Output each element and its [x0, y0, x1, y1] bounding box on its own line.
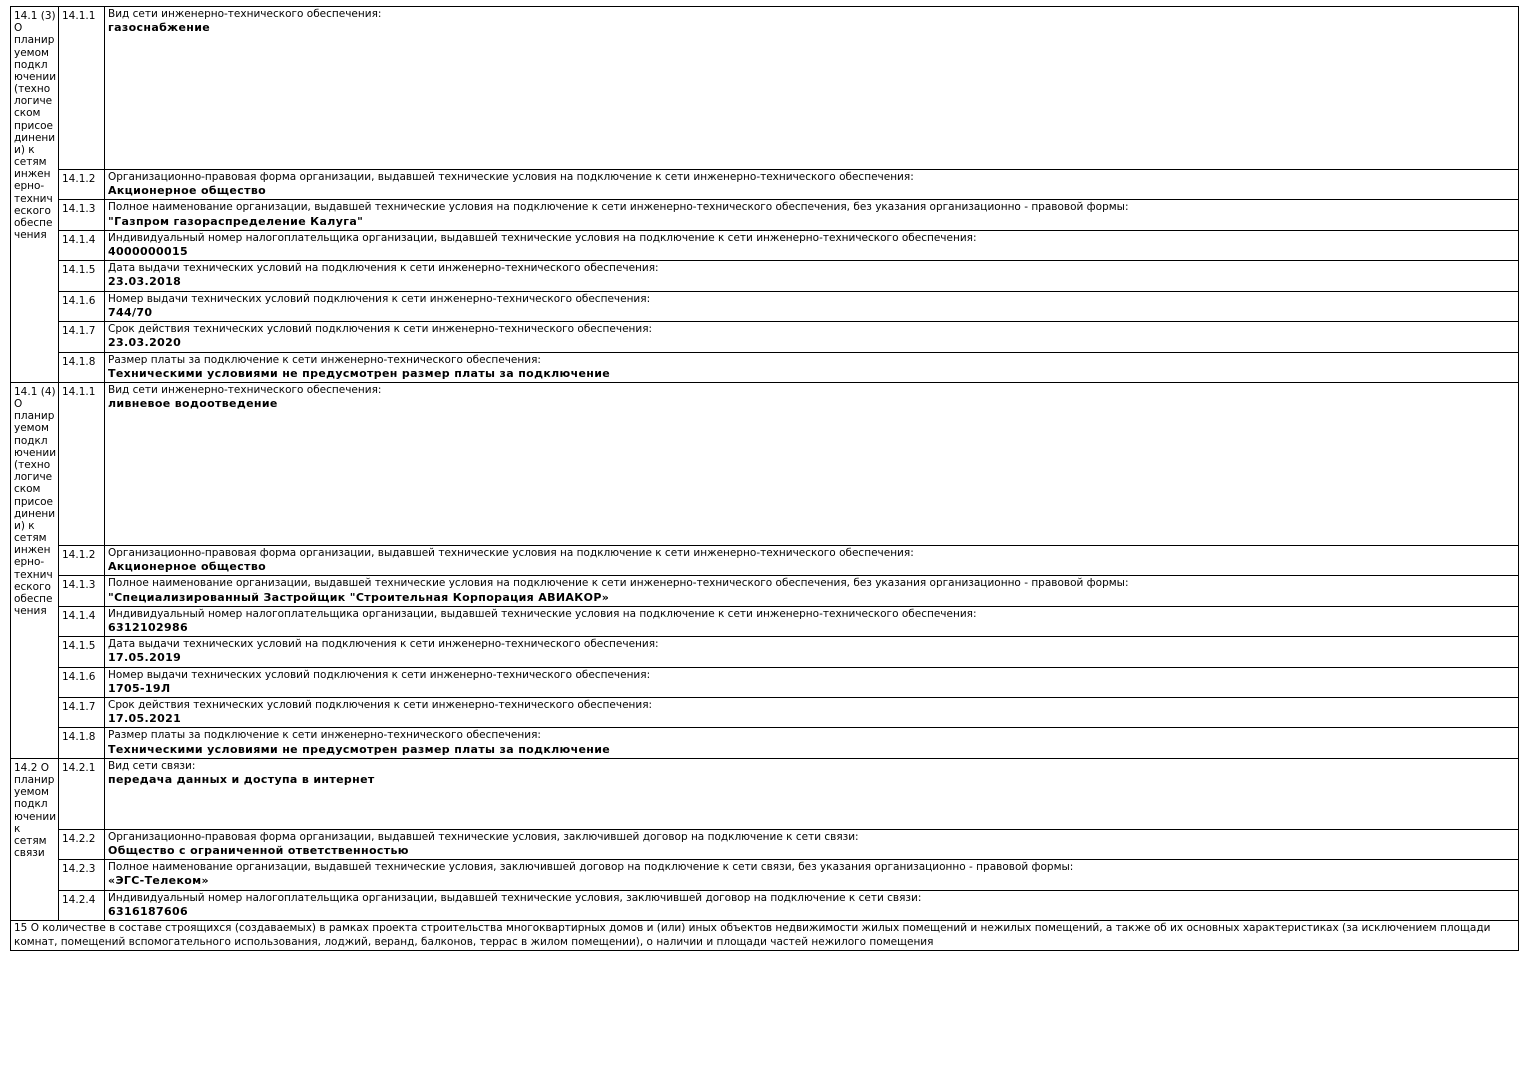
table-row [11, 170, 1519, 200]
row-value: Техническими условиями не предусмотрен размер платы за подключение [108, 742, 611, 756]
table-row [11, 921, 1519, 951]
row-code: 14.1.4 [62, 233, 96, 246]
table-row [11, 698, 1519, 728]
row-caption: Номер выдачи технических условий подключения к сети инженерно-технического обеспечения: [108, 668, 651, 681]
row-code-cell [59, 352, 105, 382]
row-caption: Организационно-правовая форма организации, выдавшей технические условия на подключение к сети инженерно-технического обеспечения: [108, 546, 914, 559]
row-caption: Срок действия технических условий подключения к сети инженерно-технического обеспечения: [108, 323, 653, 336]
row-code-cell [59, 698, 105, 728]
row-code-cell [59, 200, 105, 230]
table-row [11, 545, 1519, 575]
row-content-cell [105, 728, 1519, 758]
table-row [11, 637, 1519, 667]
row-caption: Дата выдачи технических условий на подключения к сети инженерно-технического обеспечения: [108, 638, 659, 651]
row-content-cell [105, 637, 1519, 667]
row-value: ливневое водоотведение [108, 397, 278, 411]
section-label-cell [11, 382, 59, 758]
row-code-cell [59, 545, 105, 575]
row-code-cell [59, 606, 105, 636]
row-code: 14.1.7 [62, 325, 96, 338]
row-code-cell [59, 230, 105, 260]
section-label: 14.1 (3) О планируемом подключении (технологическом присоединении) к сетям инженерно-технического обеспечения [14, 10, 57, 242]
row-content-cell [105, 352, 1519, 382]
row-content-cell [105, 170, 1519, 200]
row-code: 14.1.3 [62, 203, 96, 216]
row-code: 14.1.4 [62, 609, 96, 622]
row-caption: Срок действия технических условий подключения к сети инженерно-технического обеспечения: [108, 699, 653, 712]
row-code-cell [59, 667, 105, 697]
row-content-cell [105, 890, 1519, 920]
row-code-cell [59, 170, 105, 200]
row-caption: Вид сети инженерно-технического обеспечения: [108, 383, 382, 396]
row-code: 14.1.5 [62, 640, 96, 653]
row-code: 14.2.3 [62, 863, 96, 876]
row-content-cell [105, 322, 1519, 352]
row-code-cell [59, 637, 105, 667]
row-code-cell [59, 382, 105, 545]
table-row [11, 860, 1519, 890]
row-value: "Газпром газораспределение Калуга" [108, 214, 364, 228]
row-code-cell [59, 261, 105, 291]
table-row [11, 322, 1519, 352]
row-content-cell [105, 829, 1519, 859]
row-caption: Индивидуальный номер налогоплательщика организации, выдавшей технические условия, заключившей договор на подключение к сети связи: [108, 891, 922, 904]
row-value: "Специализированный Застройщик "Строительная Корпорация АВИАКОР» [108, 590, 610, 604]
row-content-cell [105, 7, 1519, 170]
row-code-cell [59, 7, 105, 170]
row-code: 14.2.1 [62, 761, 96, 774]
table-row [11, 352, 1519, 382]
row-caption: Вид сети инженерно-технического обеспечения: [108, 8, 382, 20]
row-code: 14.1.6 [62, 294, 96, 307]
section-label-cell [11, 7, 59, 383]
row-value: 6312102986 [108, 620, 189, 634]
table-row [11, 667, 1519, 697]
row-caption: Организационно-правовая форма организации, выдавшей технические условия, заключившей договор на подключение к сети связи: [108, 830, 859, 843]
row-value: «ЭГС-Телеком» [108, 874, 209, 888]
section-label-cell [11, 758, 59, 920]
row-caption: Номер выдачи технических условий подключения к сети инженерно-технического обеспечения: [108, 292, 651, 305]
row-content-cell [105, 576, 1519, 606]
row-value: 23.03.2018 [108, 275, 182, 289]
row-code: 14.1.3 [62, 579, 96, 592]
row-code: 14.1.5 [62, 264, 96, 277]
row-code: 14.2.2 [62, 832, 96, 845]
row-caption: Индивидуальный номер налогоплательщика организации, выдавшей технические условия на подключение к сети инженерно-технического обеспечения: [108, 231, 977, 244]
row-code-cell [59, 758, 105, 829]
row-code: 14.2.4 [62, 893, 96, 906]
row-code: 14.1.8 [62, 355, 96, 368]
row-content-cell [105, 860, 1519, 890]
row-code: 14.1.6 [62, 670, 96, 683]
row-value: 744/70 [108, 305, 153, 319]
row-value: 4000000015 [108, 244, 189, 258]
row-code: 14.1.2 [62, 548, 96, 561]
row-code-cell [59, 860, 105, 890]
row-code-cell [59, 890, 105, 920]
table-row [11, 7, 1519, 170]
row-content-cell [105, 291, 1519, 321]
row-value: передача данных и доступа в интернет [108, 773, 375, 787]
row-code: 14.1.7 [62, 701, 96, 714]
row-value: Акционерное общество [108, 184, 267, 198]
row-content-cell [105, 667, 1519, 697]
row-content-cell [105, 230, 1519, 260]
table-row [11, 200, 1519, 230]
row-caption: Индивидуальный номер налогоплательщика организации, выдавшей технические условия на подключение к сети инженерно-технического обеспечения: [108, 607, 977, 620]
table-row [11, 230, 1519, 260]
row-caption: Организационно-правовая форма организации, выдавшей технические условия на подключение к сети инженерно-технического обеспечения: [108, 171, 914, 183]
row-code-cell [59, 322, 105, 352]
row-content-cell [105, 382, 1519, 545]
row-content-cell [105, 200, 1519, 230]
row-content-cell [105, 545, 1519, 575]
table-row [11, 829, 1519, 859]
row-value: 1705-19Л [108, 681, 171, 695]
row-caption: Размер платы за подключение к сети инженерно-технического обеспечения: [108, 353, 541, 366]
table-row [11, 758, 1519, 829]
row-value: газоснабжение [108, 21, 211, 35]
row-value: Техническими условиями не предусмотрен размер платы за подключение [108, 366, 611, 380]
table-row [11, 728, 1519, 758]
table-row [11, 576, 1519, 606]
row-value: Акционерное общество [108, 560, 267, 574]
row-code-cell [59, 829, 105, 859]
row-code-cell [59, 291, 105, 321]
row-code: 14.1.1 [62, 385, 96, 398]
row-code: 14.1.1 [62, 10, 96, 22]
table-row [11, 261, 1519, 291]
declaration-table [10, 6, 1519, 951]
row-caption: Полное наименование организации, выдавшей технические условия на подключение к сети инженерно-технического обеспечения, без указания организационно - правовой формы: [108, 201, 1129, 214]
section-label: 14.2 О планируемом подключении к сетям связи [14, 761, 57, 860]
row-caption: Вид сети связи: [108, 759, 196, 772]
row-code: 14.1.2 [62, 173, 96, 185]
row-code: 14.1.8 [62, 731, 96, 744]
table-row [11, 382, 1519, 545]
row-value: 23.03.2020 [108, 336, 182, 350]
row-value: 6316187606 [108, 904, 189, 918]
row-content-cell [105, 261, 1519, 291]
row-caption: Размер платы за подключение к сети инженерно-технического обеспечения: [108, 729, 541, 742]
section-15-cell [11, 921, 1519, 951]
row-value: 17.05.2019 [108, 651, 182, 665]
row-caption: Дата выдачи технических условий на подключения к сети инженерно-технического обеспечения: [108, 262, 659, 275]
row-code-cell [59, 576, 105, 606]
row-caption: Полное наименование организации, выдавшей технические условия на подключение к сети инженерно-технического обеспечения, без указания организационно - правовой формы: [108, 577, 1129, 590]
row-code-cell [59, 728, 105, 758]
section-label: 14.1 (4) О планируемом подключении (технологическом присоединении) к сетям инженерно-технического обеспечения [14, 385, 57, 618]
row-content-cell [105, 758, 1519, 829]
section-15-text: 15 О количестве в составе строящихся (создаваемых) в рамках проекта строительства многоквартирных домов и (или) иных объектов недвижимости жилых помещений и нежилых помещений, а также об их основных характеристиках (за исключением площади комнат, помещений вспомогательного использования, лоджий, веранд, балконов, террас в жилом помещении), о наличии и площади частей нежилого помещения [14, 922, 1491, 948]
row-caption: Полное наименование организации, выдавшей технические условия, заключившей договор на подключение к сети связи, без указания организационно - правовой формы: [108, 861, 1074, 874]
row-value: Общество с ограниченной ответственностью [108, 844, 409, 858]
table-row [11, 890, 1519, 920]
row-content-cell [105, 698, 1519, 728]
table-row [11, 606, 1519, 636]
row-content-cell [105, 606, 1519, 636]
row-value: 17.05.2021 [108, 712, 182, 726]
table-row [11, 291, 1519, 321]
